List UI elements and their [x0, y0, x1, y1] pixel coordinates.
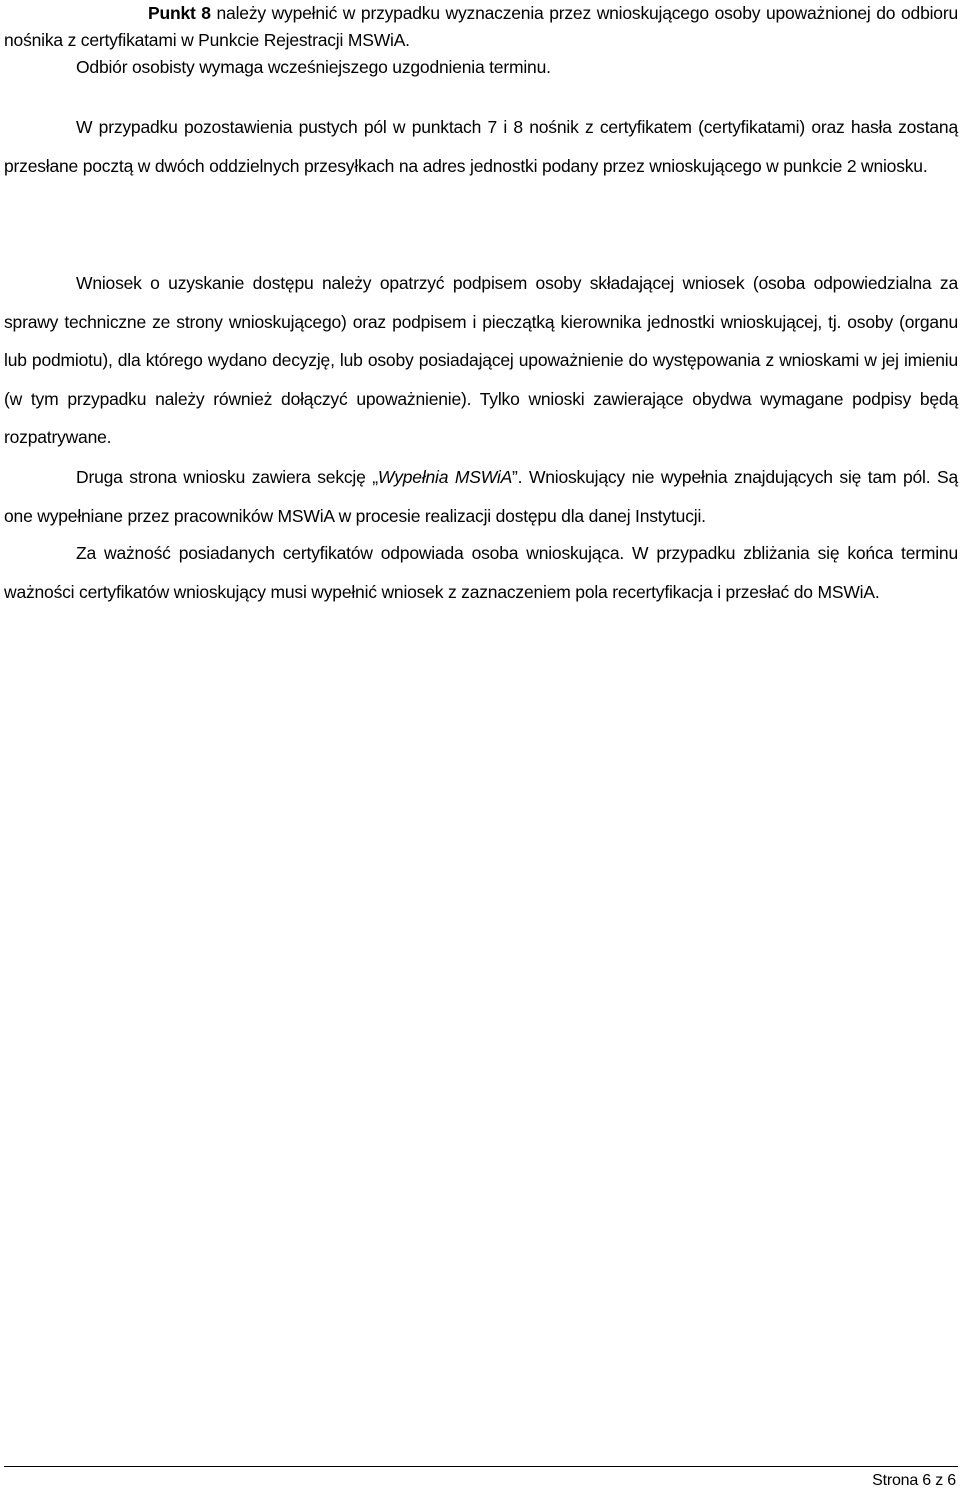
punkt-8-label: Punkt 8	[148, 3, 211, 23]
section-text-b: ”. Wnioskujący nie wypełnia znajdujących się tam pól. Są one wypełniane przez pracowników MSWiA w procesie realizacji dostępu dla danej Instytucji.	[4, 467, 958, 526]
page-number: Strona 6 z 6	[872, 1472, 956, 1489]
paragraph-signature-requirements: Wniosek o uzyskanie dostępu należy opatrzyć podpisem osoby składającej wniosek (osoba odpowiedzialna za sprawy techniczne ze strony wnioskującego) oraz podpisem i pieczątką kierownika jednostki wnioskującej, tj. osoby (organu lub podmiotu), dla którego wydano decyzję, lub osoby posiadającej upoważnienie do występowania z wnioskami w jej imieniu (w tym przypadku należy również dołączyć upoważnienie). Tylko wnioski zawierające obydwa wymagane podpisy będą rozpatrywane.	[4, 273, 958, 447]
paragraph-punkt-8-text	[4, 0, 958, 54]
paragraph-certificate-validity: Za ważność posiadanych certyfikatów odpowiada osoba wnioskująca. W przypadku zbliżania się końca terminu ważności certyfikatów wnioskujący musi wypełnić wniosek z zaznaczeniem pola recertyfikacja i przesłać do MSWiA.	[4, 543, 958, 602]
footer-divider	[4, 1466, 958, 1467]
punkt-8-body: należy wypełnić w przypadku wyznaczenia przez wnioskującego osoby upoważnionej do odbioru nośnika z certyfikatami w Punkcie Rejestracji MSWiA.	[4, 3, 959, 50]
paragraph-punkt-8	[4, 0, 958, 81]
paragraph-empty-fields: W przypadku pozostawienia pustych pól w punktach 7 i 8 nośnik z certyfikatem (certyfikatami) oraz hasła zostaną przesłane pocztą w dwóch oddzielnych przesyłkach na adres jednostki podany przez wnioskującego w punkcie 2 wniosku.	[4, 117, 958, 176]
odbior-osobisty-line: Odbiór osobisty wymaga wcześniejszego uzgodnienia terminu.	[76, 57, 551, 77]
section-name-italic: Wypełnia MSWiA	[377, 467, 513, 487]
section-text-a: Druga strona wniosku zawiera sekcję „	[76, 467, 378, 487]
paragraph-second-page-section	[4, 458, 958, 535]
